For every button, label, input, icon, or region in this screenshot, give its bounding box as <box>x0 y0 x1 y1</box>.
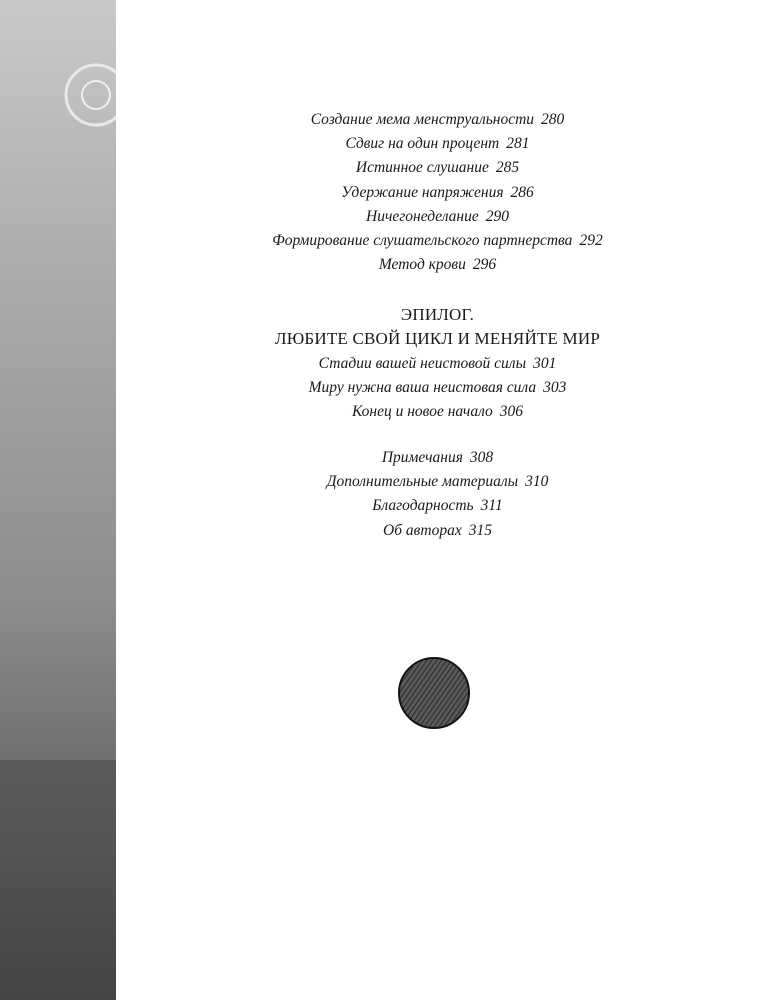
toc-entry-page: 285 <box>495 159 520 177</box>
toc-entry[interactable] <box>116 132 759 156</box>
toc-entry[interactable] <box>116 205 759 229</box>
toc-entry-page: 310 <box>525 473 549 491</box>
toc-entry-page: 315 <box>468 521 492 539</box>
toc-entry-title: Миру нужна ваша неистовая сила <box>308 379 537 397</box>
artwork-placeholder <box>0 0 116 1000</box>
toc-entry[interactable] <box>116 446 759 470</box>
toc-entry-page: 280 <box>541 111 565 128</box>
toc-entry-page: 303 <box>543 379 567 397</box>
toc-entry-title: Метод крови <box>378 256 466 274</box>
toc-entry-page: 308 <box>469 449 494 466</box>
toc-entry-page: 306 <box>499 403 524 421</box>
toc-section-chapter-end <box>116 108 759 277</box>
toc-entry[interactable] <box>116 470 759 494</box>
toc-entry[interactable] <box>116 253 759 277</box>
toc-section-back-matter <box>116 446 759 543</box>
epilogue-heading-line-1: ЭПИЛОГ. <box>400 305 475 324</box>
toc-entry-page: 281 <box>506 135 530 153</box>
toc-entry-page: 301 <box>533 355 557 372</box>
toc-entry[interactable] <box>116 376 759 400</box>
toc-entry-title: Удержание напряжения <box>341 183 504 201</box>
decorative-artwork-panel <box>0 0 116 1000</box>
toc-entry[interactable] <box>116 400 759 424</box>
toc-entry-title: Сдвиг на один процент <box>345 135 500 153</box>
toc-entry-title: Стадии вашей неистовой силы <box>318 355 527 372</box>
toc-entry-page: 290 <box>485 207 509 225</box>
toc-entry-page: 292 <box>579 231 603 249</box>
toc-entry-page: 311 <box>480 497 503 515</box>
toc-entry[interactable] <box>116 519 759 543</box>
toc-entry[interactable] <box>116 181 759 205</box>
epilogue-heading <box>116 303 759 351</box>
toc-entry[interactable] <box>116 229 759 253</box>
toc-entry-title: Благодарность <box>372 497 474 515</box>
toc-entry[interactable] <box>116 352 759 376</box>
toc-entry-title: Об авторах <box>383 521 462 539</box>
toc-entry-title: Истинное слушание <box>355 159 489 177</box>
toc-entry-title: Ничегонеделание <box>366 207 479 225</box>
epilogue-heading-line-2: ЛЮБИТЕ СВОЙ ЦИКЛ И МЕНЯЙТЕ МИР <box>275 329 600 348</box>
toc-entry-title: Создание мема менструальности <box>310 111 535 128</box>
toc-entry[interactable] <box>116 494 759 518</box>
toc-entry-title: Формирование слушательского партнерства <box>272 231 573 249</box>
toc-entry-title: Дополнительные материалы <box>326 473 519 491</box>
toc-entry[interactable] <box>116 108 759 132</box>
toc-entry-title: Примечания <box>381 449 463 466</box>
toc-entry-page: 286 <box>510 183 534 201</box>
toc-entry-page: 296 <box>472 256 497 274</box>
moon-ornament-icon <box>396 655 472 731</box>
toc-entry-title: Конец и новое начало <box>351 403 493 421</box>
toc-entry[interactable] <box>116 156 759 180</box>
toc-section-epilogue <box>116 303 759 425</box>
